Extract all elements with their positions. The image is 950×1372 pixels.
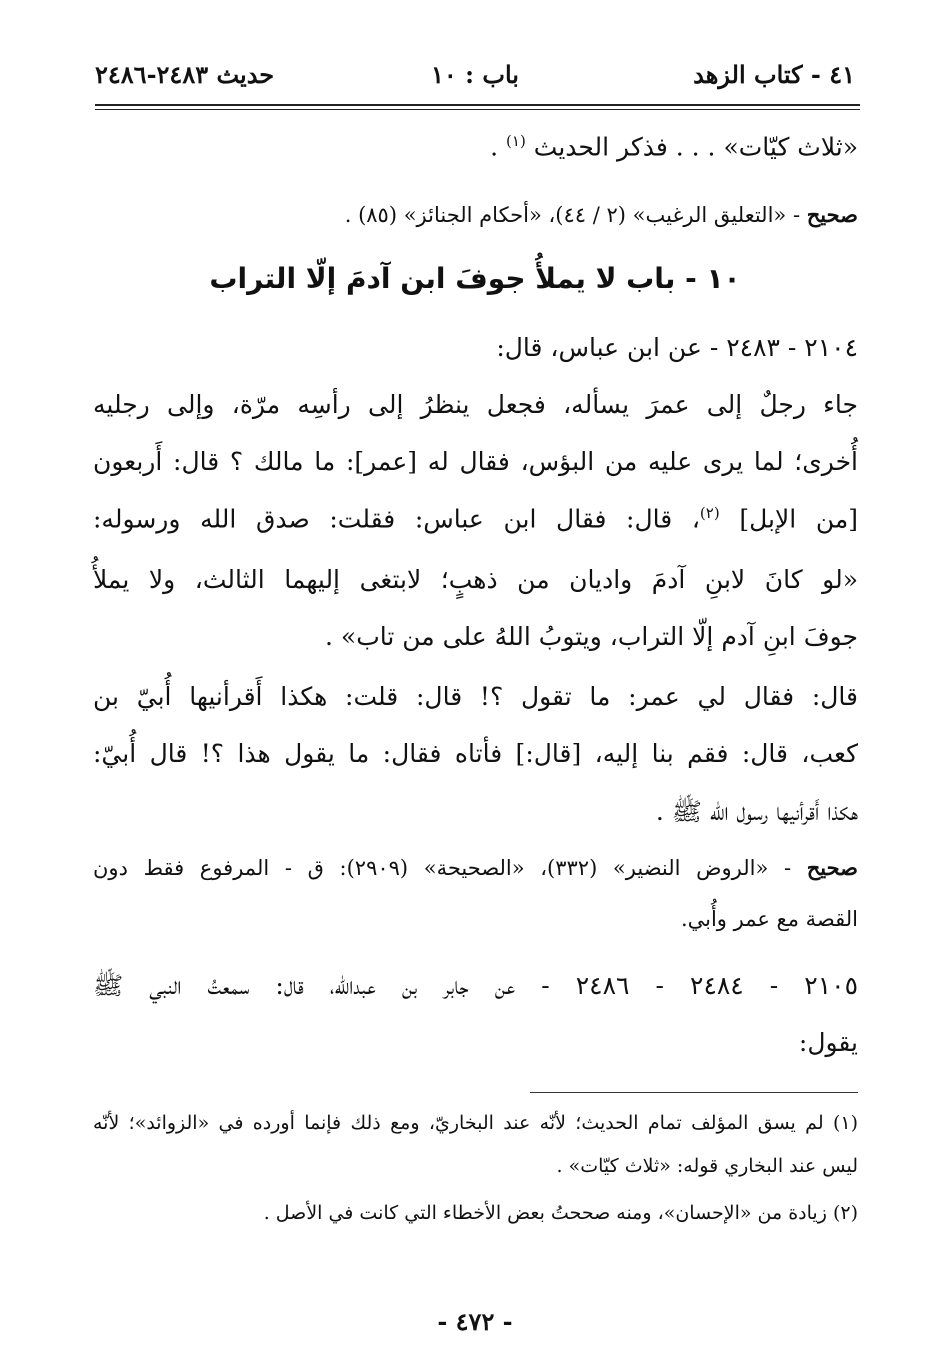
- text-line: جاء رجلٌ إلى عمرَ يسأله، فجعل ينظرُ إلى رأسِه مرّة، وإلى رجليه: [93, 390, 858, 419]
- header-rule-thin: [95, 109, 860, 110]
- text-line: قال: فقال لي عمر: ما تقول ؟! قال: قلت: هكذا أَقرأنيها أُبيّ بن: [93, 682, 858, 711]
- text-line: كعب، قال: فقم بنا إليه، [قال:] فأتاه فقال: ما يقول هذا ؟! قال أُبيّ:: [93, 739, 858, 768]
- footnote: (٢) زيادة من «الإحسان»، ومنه صححتُ بعض الأخطاء التي كانت في الأصل .: [263, 1202, 858, 1224]
- footnote: (١) لم يسق المؤلف تمام الحديث؛ لأنّه عند البخاريّ، ومع ذلك فإنما أورده في «الزوائد»؛ لأنّه: [93, 1112, 858, 1134]
- text-line: هكذا أَقرأنيها رسول الله ﷺ .: [655, 797, 858, 826]
- header-bab: باب : ١٠: [431, 60, 519, 89]
- header-hadith-range: حديث ٢٤٨٣-٢٤٨٦: [95, 60, 275, 89]
- hadith-heading: ٢١٠٥ - ٢٤٨٤ - ٢٤٨٦ - عن جابر بن عبدالله، قال: سمعتُ النبي ﷺ: [93, 971, 859, 1000]
- grade-line: صحيح - «الروض النضير» (٣٣٢)، «الصحيحة» (٢٩٠٩): ق - المرفوع فقط دون: [93, 855, 858, 880]
- text-line: يقول:: [798, 1028, 858, 1057]
- text-line: «ثلاث كيّات» . . . فذكر الحديث $^{(١)}$ .: [490, 132, 858, 162]
- footnote-ref: (١): [506, 132, 526, 150]
- text-line: أُخرى؛ لما يرى عليه من البؤس، فقال له [عمر]: ما مالك ؟ قال: أَربعون: [93, 447, 858, 476]
- footnote-ref: (٢): [699, 504, 720, 522]
- bab-title: ١٠ - باب لا يملأُ جوفَ ابن آدمَ إلّا التراب: [209, 262, 741, 295]
- text-line: جوفَ ابنِ آدم إلّا التراب، ويتوبُ اللهُ على من تاب» .: [325, 622, 858, 651]
- header-chapter: ٤١ - كتاب الزهد: [693, 60, 855, 89]
- hadith-heading: ٢١٠٤ - ٢٤٨٣ - عن ابن عباس، قال:: [496, 333, 858, 362]
- grade-line-cont: القصة مع عمر وأُبي.: [680, 907, 858, 931]
- footnote-cont: ليس عند البخاري قوله: «ثلاث كيّات» .: [556, 1155, 858, 1177]
- grade-label: صحيح: [806, 855, 858, 880]
- running-header: [95, 60, 855, 100]
- grade-line: صحيح - «التعليق الرغيب» (٢ / ٤٤)، «أحكام الجنائز» (٨٥) .: [344, 202, 858, 227]
- footnote-rule: [530, 1092, 858, 1093]
- text-line: [من الإبل] $^{(٢)}$، قال: فقال ابن عباس: فقلت: صدق الله ورسوله:: [93, 504, 858, 534]
- page-number: - ٤٧٢ -: [437, 1307, 513, 1336]
- header-rule-thick: [95, 104, 860, 106]
- grade-label: صحيح: [806, 202, 858, 227]
- text-line: «لو كانَ لابنِ آدمَ واديان من ذهبٍ؛ لابتغى إليهما الثالث، ولا يملأُ: [93, 565, 858, 594]
